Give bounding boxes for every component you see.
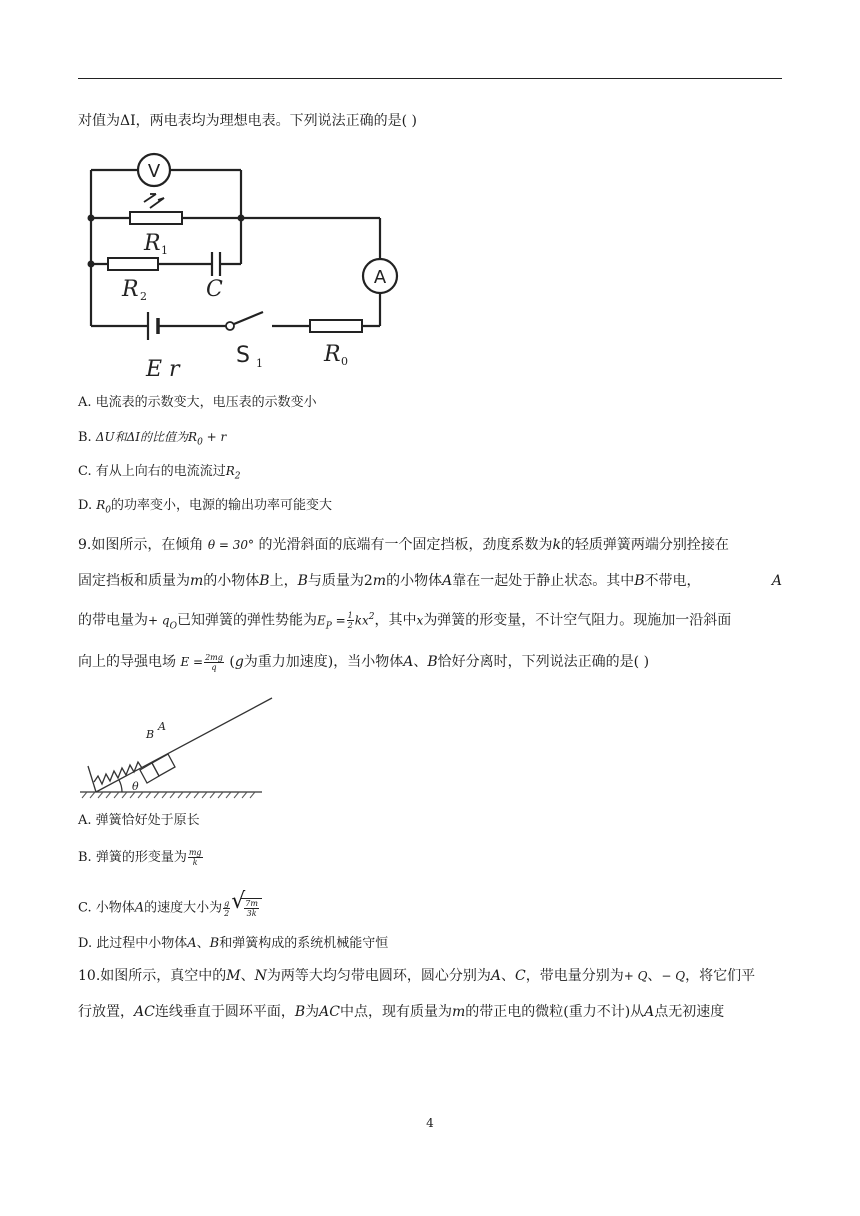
q9-incline-figure [78,692,278,802]
q9-option-b: B. 弹簧的形变量为 $\frac{mg}{k}$ [78,848,202,867]
r1-sub: 1 [161,244,168,257]
q9-option-a: A. 弹簧恰好处于原长 [78,813,200,828]
capacitor-label: C [206,277,223,302]
block-a-label: A [158,720,166,733]
q9-line-1: 9.如图所示，在倾角 θ = 30° 的光滑斜面的底端有一个固定挡板，劲度系数为k的轻质弹簧两端分别拴接在 [78,537,729,553]
r2-sub: 2 [140,290,147,303]
page-number: 4 [426,1116,434,1130]
q8-option-d: D. $R_0$的功率变小，电源的输出功率可能变大 [78,498,333,516]
q8-option-a: A. 电流表的示数变大，电压表的示数变小 [78,395,317,410]
header-rule [78,78,782,79]
q8-circuit-diagram [80,146,400,386]
r0-label: R [324,342,341,367]
q9-line-3: 的带电量为+ $q_O$已知弹簧的弹性势能为$E_P$ = $\frac{1}{2}$ $kx^2$，其中x为弹簧的形变量，不计空气阻力。现施加一沿斜面 [78,611,732,632]
voltmeter-label: V [147,161,161,182]
switch-sub: 1 [256,357,263,370]
block-b-label: B [146,728,155,741]
q8-option-b: B. ΔU和ΔI的比值为$R_0 + r$ [78,430,227,448]
r1-label: R [144,231,161,256]
theta-label: θ [132,780,139,793]
q10-line-1: 10.如图所示，真空中的M、N为两等大均匀带电圆环，圆心分别为A、C，带电量分别为+ Q、− Q，将它们平 [78,968,756,984]
q8-stem-tail: 对值为ΔI，两电表均为理想电表。下列说法正确的是( ) [78,113,418,129]
q9-stem [78,527,782,680]
r2-label: R [122,277,139,302]
q9-option-c: C. 小物体A的速度大小为 $\frac{g}{2}$ √ $\frac{7m}{3k}$ [78,898,262,918]
q9-option-d: D. 此过程中小物体A、B和弹簧构成的系统机械能守恒 [78,936,389,951]
q9-line-4: 向上的导强电场 E = $\frac{2mg}{q}$ (g为重力加速度)，当小物体A、B恰好分离时，下列说法正确的是( ) [78,652,650,672]
q10-stem [78,958,782,1030]
q8-option-c: C. 有从上向右的电流流过$R_2$ [78,464,241,482]
q10-line-2: 行放置，AC连线垂直于圆环平面，B为AC中点，现有质量为m的带正电的微粒(重力不计)从A点无初速度 [78,1004,725,1020]
source-label: E r [146,357,180,382]
r0-sub: 0 [341,355,348,368]
switch-label: S [236,343,250,368]
q9-line-2: 固定挡板和质量为m的小物体B上，B与质量为2m的小物体A靠在一起处于静止状态。其中B不带电， A [78,573,782,589]
ammeter-label: A [373,267,387,288]
